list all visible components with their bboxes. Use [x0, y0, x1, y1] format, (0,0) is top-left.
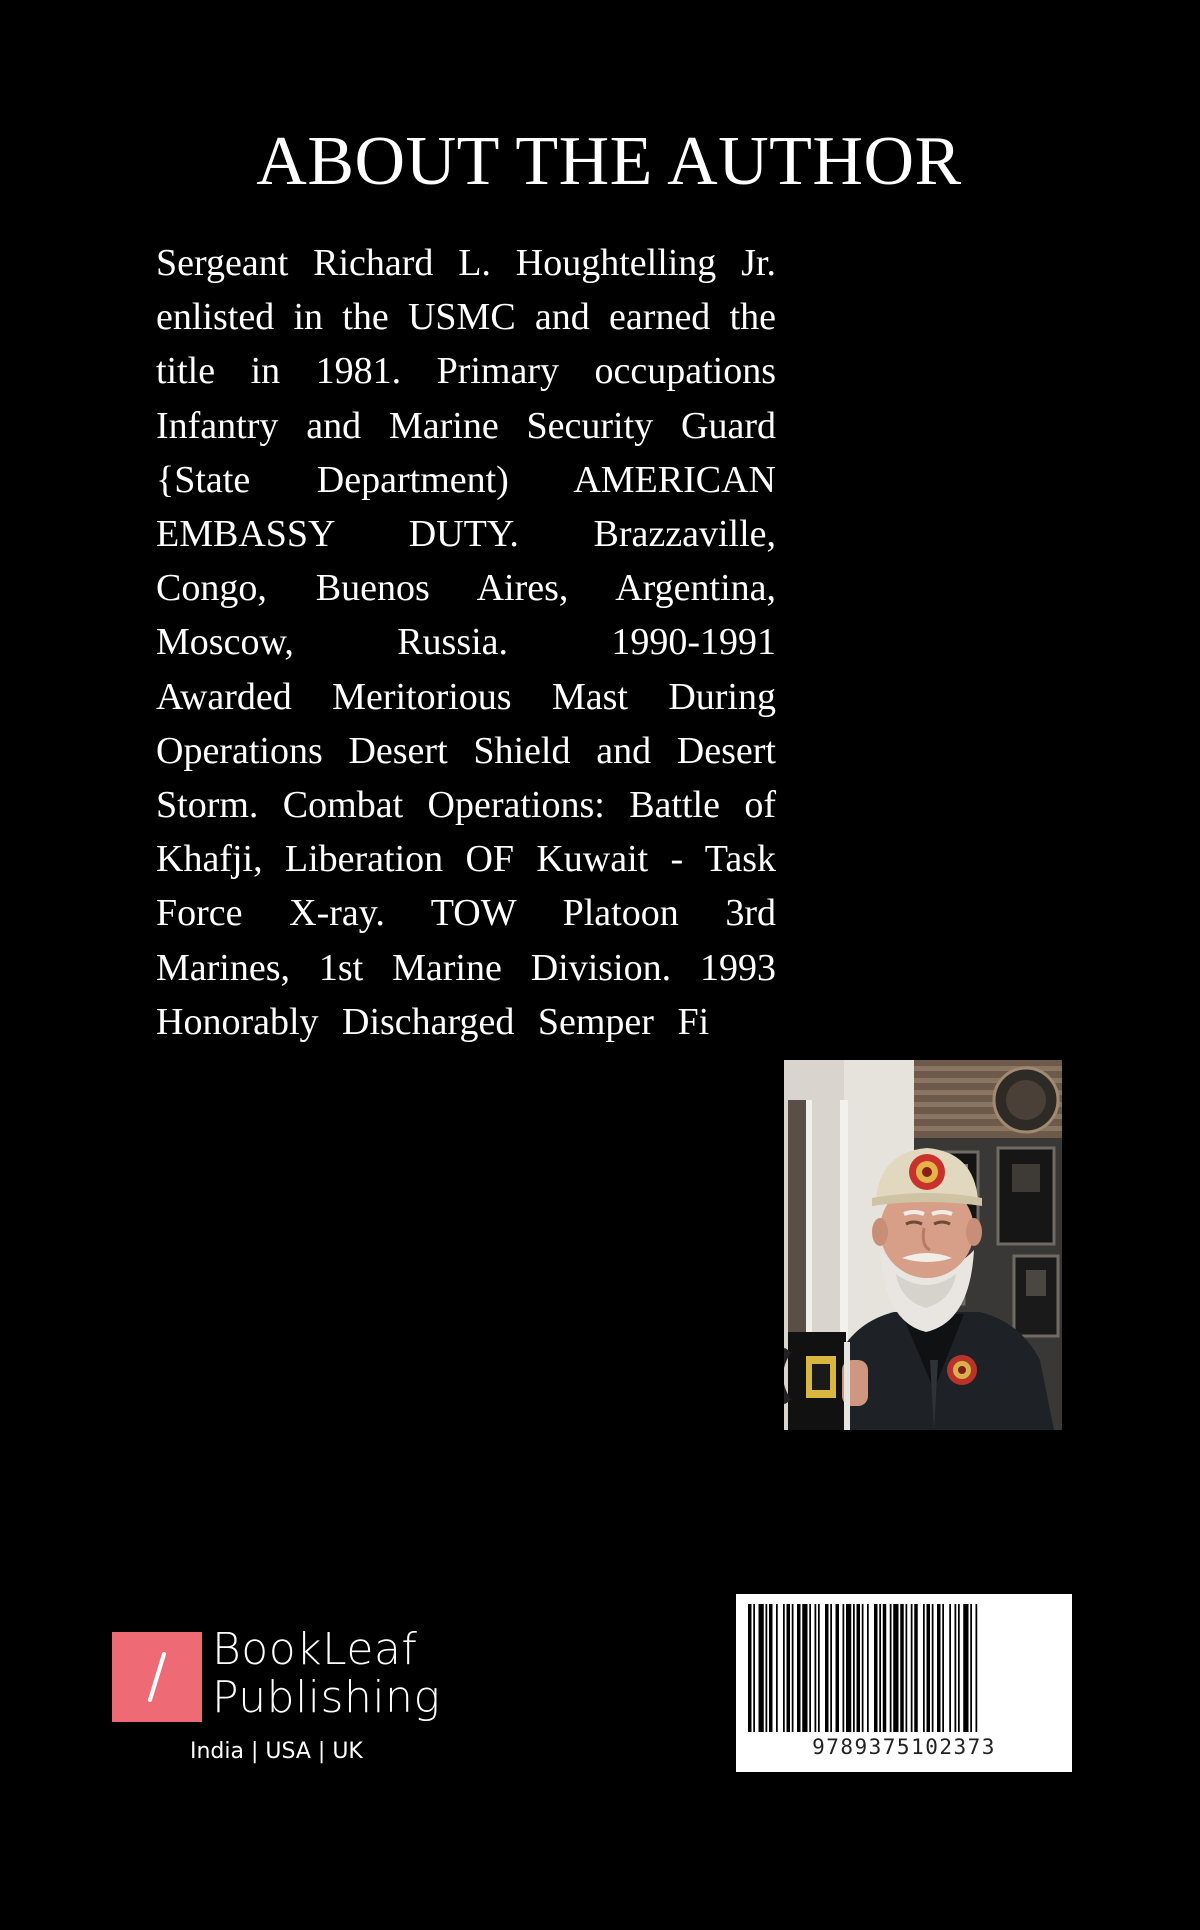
author-bio	[156, 236, 776, 1049]
bio-line: enlisted in the USMC and earned the	[156, 296, 776, 339]
barcode-bar	[976, 1604, 978, 1732]
bio-line: Khafji, Liberation OF Kuwait - Task	[156, 838, 776, 881]
publisher-regions: India | USA | UK	[190, 1739, 363, 1764]
bio-line: Congo, Buenos Aires, Argentina,	[156, 567, 776, 610]
barcode-bar	[843, 1604, 845, 1732]
barcode-bar	[900, 1604, 904, 1732]
bio-line: Awarded Meritorious Mast During	[156, 675, 776, 718]
barcode-bar	[923, 1604, 925, 1732]
barcode-bar	[748, 1604, 752, 1732]
author-photo	[784, 1060, 1062, 1430]
barcode-bar	[830, 1604, 832, 1732]
bio-line: Marines, 1st Marine Division. 1993	[156, 946, 776, 989]
barcode-bar	[963, 1604, 968, 1732]
isbn-barcode	[736, 1594, 1072, 1772]
barcode-bar	[759, 1604, 764, 1732]
bio-line: Operations Desert Shield and Desert	[156, 729, 776, 772]
barcode-bar	[802, 1604, 807, 1732]
barcode-bar	[815, 1604, 817, 1732]
isbn-number: 9789375102373	[812, 1735, 996, 1759]
publisher-slash-icon	[112, 1632, 202, 1722]
bio-line: EMBASSY DUTY. Brazzaville,	[156, 513, 776, 556]
bio-line: Honorably Discharged Semper Fi	[156, 1000, 710, 1043]
barcode-bar	[911, 1604, 913, 1732]
barcode-bar	[818, 1604, 820, 1732]
barcode-bar	[776, 1604, 778, 1732]
barcode-bar	[970, 1604, 972, 1732]
bio-line: Infantry and Marine Security Guard	[156, 404, 776, 447]
barcode-bar	[753, 1604, 755, 1732]
bio-line: Sergeant Richard L. Houghtelling Jr.	[156, 242, 776, 284]
barcode-bar	[766, 1604, 768, 1732]
barcode-bar	[949, 1604, 951, 1732]
barcode-bar	[825, 1604, 829, 1732]
publisher-name-line1: BookLeaf	[212, 1624, 418, 1675]
barcode-bar	[942, 1604, 944, 1732]
barcode-bar	[932, 1604, 934, 1732]
bio-line: title in 1981. Primary occupations	[156, 350, 776, 393]
barcode-bar	[862, 1604, 864, 1732]
barcode-bar	[853, 1604, 855, 1732]
barcode-bar	[769, 1604, 773, 1732]
barcode-bar	[927, 1604, 931, 1732]
barcode-bar	[836, 1604, 840, 1732]
barcode-bar	[792, 1604, 794, 1732]
barcode-bar	[937, 1604, 941, 1732]
barcode-bar	[914, 1604, 918, 1732]
barcode-bar	[879, 1604, 881, 1732]
barcode-bar	[883, 1604, 887, 1732]
barcode-bar	[955, 1604, 957, 1732]
barcode-bar	[958, 1604, 960, 1732]
publisher-logo	[112, 1626, 452, 1776]
barcode-bar	[874, 1604, 878, 1732]
bio-line: Force X-ray. TOW Platoon 3rd	[156, 892, 776, 935]
barcode-bar	[906, 1604, 908, 1732]
barcode-bar	[809, 1604, 811, 1732]
barcode-bar	[787, 1604, 791, 1732]
section-title: ABOUT THE AUTHOR	[256, 123, 962, 200]
barcode-bar	[797, 1604, 801, 1732]
barcode-bar	[867, 1604, 869, 1732]
bio-line: Moscow, Russia. 1990-1991	[156, 621, 776, 664]
barcode-bar	[857, 1604, 861, 1732]
barcode-bar	[890, 1604, 892, 1732]
barcode-bar	[783, 1604, 785, 1732]
publisher-name-line2: Publishing	[212, 1672, 441, 1723]
barcode-bar	[846, 1604, 851, 1732]
barcode-bar	[893, 1604, 898, 1732]
bio-line: {State Department) AMERICAN	[156, 458, 776, 501]
bio-line: Storm. Combat Operations: Battle of	[156, 784, 776, 827]
barcode-bars	[748, 1604, 1060, 1732]
